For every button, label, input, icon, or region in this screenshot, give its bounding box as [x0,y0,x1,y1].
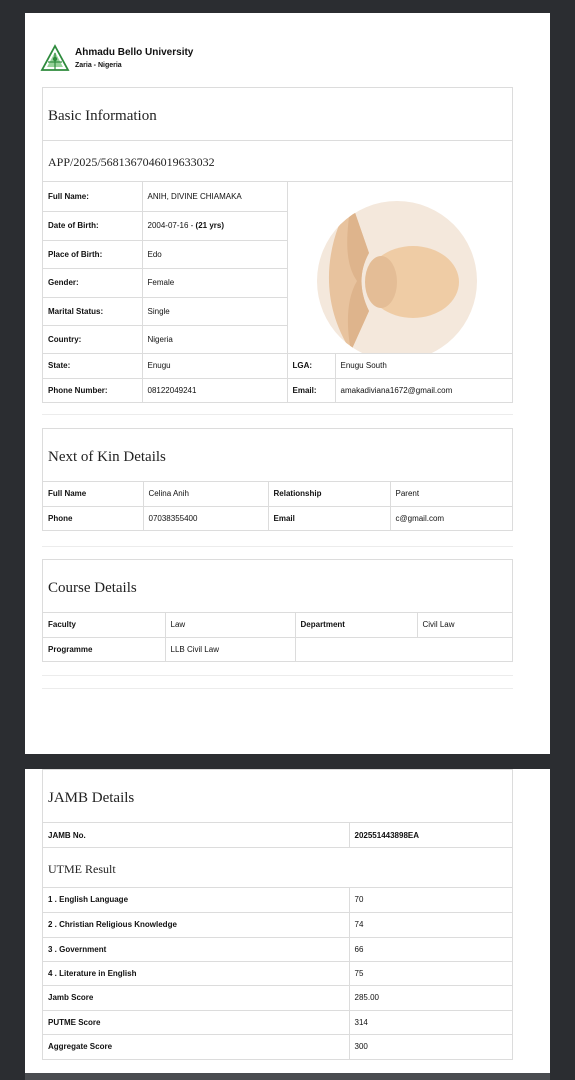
viewer-bottom-bar [25,1073,550,1080]
basic-information-title: Basic Information [43,88,512,141]
gender-value: Female [142,268,287,297]
jamb-no-label: JAMB No. [43,823,349,847]
jamb-no-value: 202551443898EA [349,823,512,847]
subject-label: 4 . Literature in English [43,961,349,985]
state-value: Enugu [142,353,287,378]
nok-name-value: Celina Anih [143,482,268,506]
country-value: Nigeria [142,325,287,353]
putme-score-value: 314 [349,1010,512,1034]
department-value: Civil Law [417,613,512,637]
nok-relationship-label: Relationship [268,482,390,506]
divider [42,546,513,547]
basic-information-section [42,87,513,403]
nok-name-label: Full Name [43,482,143,506]
subject-score: 66 [349,937,512,961]
email-label: Email: [287,378,335,402]
programme-value: LLB Civil Law [165,637,295,661]
marital-status-label: Marital Status: [43,297,142,325]
pob-label: Place of Birth: [43,240,142,268]
state-label: State: [43,353,142,378]
abu-crest-icon [40,44,70,74]
subject-score: 75 [349,961,512,985]
dob-age: (21 yrs) [195,221,224,230]
divider [42,414,513,415]
jamb-score-label: Jamb Score [43,985,349,1010]
marital-status-value: Single [142,297,287,325]
full-name-value: ANIH, DIVINE CHIAMAKA [142,182,287,211]
nok-email-value: c@gmail.com [390,506,512,530]
photo-cell [287,182,512,353]
nok-email-label: Email [268,506,390,530]
basic-information-table [43,182,512,402]
email-value: amakadiviana1672@gmail.com [335,378,512,402]
university-header [40,44,193,74]
passport-photo-placeholder [317,201,477,353]
jamb-number-table [43,823,512,847]
document-page-1 [25,13,550,754]
next-of-kin-section [42,428,513,531]
nok-phone-label: Phone [43,506,143,530]
programme-label: Programme [43,637,165,661]
jamb-score-value: 285.00 [349,985,512,1010]
nok-phone-value: 07038355400 [143,506,268,530]
faculty-label: Faculty [43,613,165,637]
dob-label: Date of Birth: [43,211,142,240]
nok-relationship-value: Parent [390,482,512,506]
university-location: Zaria - Nigeria [75,62,122,69]
dob-value [142,211,287,240]
next-of-kin-table [43,482,512,530]
aggregate-score-value: 300 [349,1034,512,1059]
department-label: Department [295,613,417,637]
putme-score-label: PUTME Score [43,1010,349,1034]
subject-label: 1 . English Language [43,888,349,912]
utme-result-table [43,888,512,1059]
phone-number-value: 08122049241 [142,378,287,402]
divider [42,675,513,676]
subject-label: 2 . Christian Religious Knowledge [43,912,349,937]
course-details-section [42,559,513,662]
subject-score: 74 [349,912,512,937]
subject-score: 70 [349,888,512,912]
course-details-title: Course Details [43,560,512,613]
country-label: Country: [43,325,142,353]
dob-date: 2004-07-16 - [147,221,196,230]
empty-cell [295,637,512,661]
utme-result-title: UTME Result [43,847,512,888]
jamb-details-title: JAMB Details [43,770,512,823]
course-details-table [43,613,512,661]
faculty-value: Law [165,613,295,637]
phone-number-label: Phone Number: [43,378,142,402]
university-name: Ahmadu Bello University [75,47,194,58]
aggregate-score-label: Aggregate Score [43,1034,349,1059]
next-of-kin-title: Next of Kin Details [43,429,512,482]
jamb-details-section [42,769,513,1060]
subject-label: 3 . Government [43,937,349,961]
lga-label: LGA: [287,353,335,378]
full-name-label: Full Name: [43,182,142,211]
avatar-silhouette-icon [317,201,477,353]
pob-value: Edo [142,240,287,268]
lga-value: Enugu South [335,353,512,378]
divider [42,688,513,689]
application-number: APP/2025/5681367046019633032 [43,141,512,182]
document-page-2 [25,769,550,1080]
gender-label: Gender: [43,268,142,297]
